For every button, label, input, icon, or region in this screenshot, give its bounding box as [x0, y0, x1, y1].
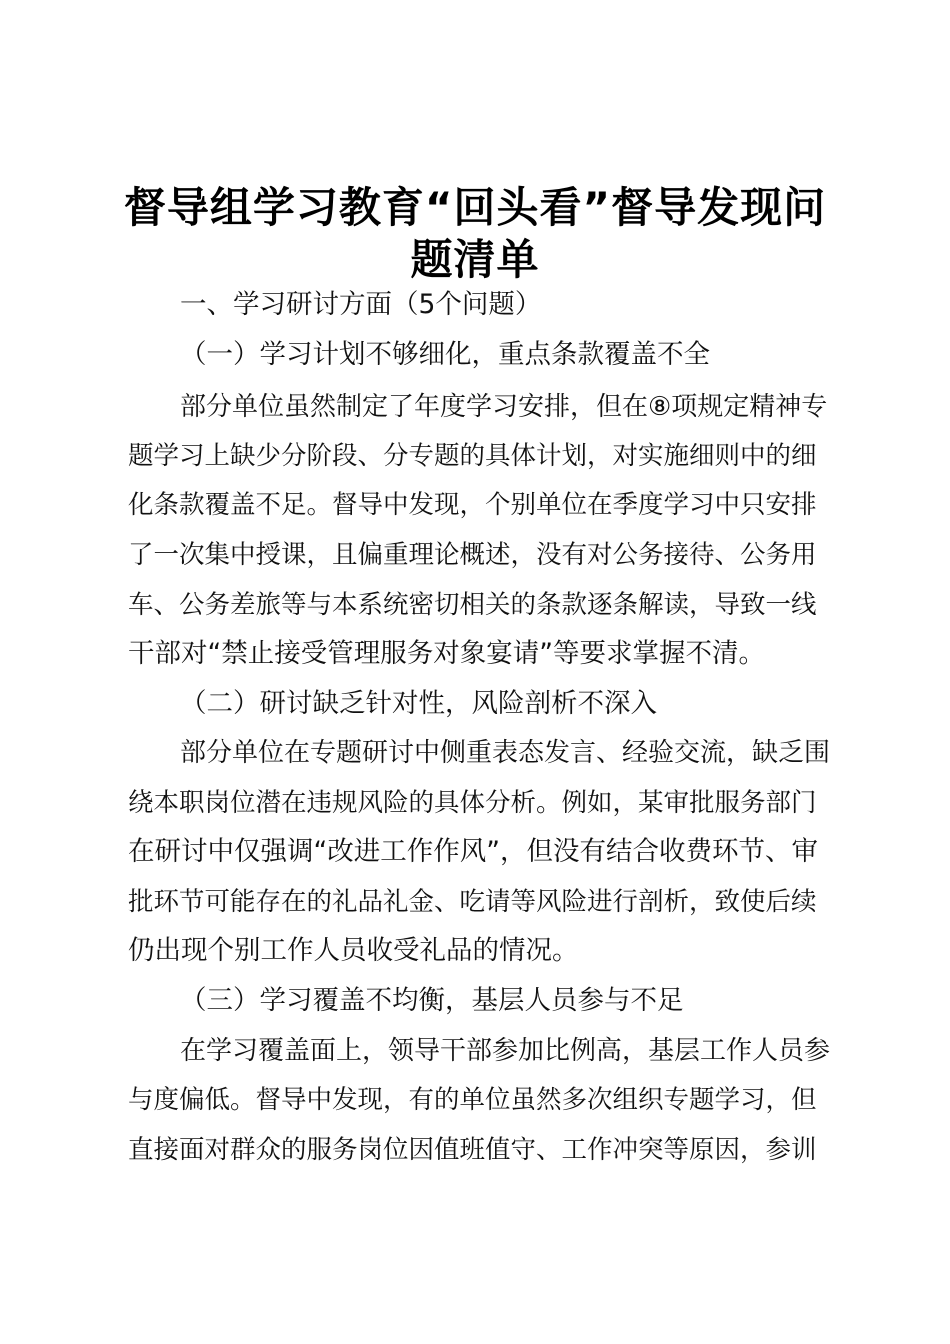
section-heading: 一、学习研讨方面（5个问题）	[180, 289, 542, 320]
item-1-heading: （一）学习计划不够细化，重点条款覆盖不全	[180, 339, 710, 370]
item-2-body-line: 批环节可能存在的礼品礼金、吃请等风险进行剖析，致使后续	[128, 887, 817, 917]
item-1-body-line: 题学习上缺少分阶段、分专题的具体计划，对实施细则中的细	[128, 441, 817, 471]
item-2-body-line: 部分单位在专题研讨中侧重表态发言、经验交流，缺乏围	[180, 738, 831, 768]
item-2-body-line: 仍出现个别工作人员收受礼品的情况。	[128, 935, 579, 966]
item-3-body-line: 在学习覆盖面上，领导干部参加比例高，基层工作人员参	[180, 1036, 831, 1066]
item-3-body-line: 直接面对群众的服务岗位因值班值守、工作冲突等原因，参训	[128, 1135, 817, 1165]
item-1-body-line: 部分单位虽然制定了年度学习安排，但在⑧项规定精神专	[180, 392, 828, 422]
document-title-line-2: 题清单	[410, 235, 540, 284]
item-1-body-line: 化条款覆盖不足。督导中发现，个别单位在季度学习中只安排	[128, 490, 817, 520]
item-1-body-line: 车、公务差旅等与本系统密切相关的条款逐条解读，导致一线	[128, 590, 817, 620]
item-2-body-line: 绕本职岗位潜在违规风险的具体分析。例如，某审批服务部门	[128, 788, 817, 818]
item-3-body-line: 与度偏低。督导中发现，有的单位虽然多次组织专题学习，但	[128, 1085, 817, 1115]
document-title-line-1: 督导组学习教育“回头看”督导发现问	[123, 183, 827, 232]
item-1-body-line: 了一次集中授课，且偏重理论概述，没有对公务接待、公务用	[128, 540, 817, 570]
item-2-heading: （二）研讨缺乏针对性，风险剖析不深入	[180, 688, 657, 719]
item-2-body-line: 在研讨中仅强调“改进工作作风”，但没有结合收费环节、审	[128, 836, 818, 867]
item-3-heading: （三）学习覆盖不均衡，基层人员参与不足	[180, 985, 684, 1016]
item-1-body-line: 干部对“禁止接受管理服务对象宴请”等要求掌握不清。	[128, 638, 765, 669]
